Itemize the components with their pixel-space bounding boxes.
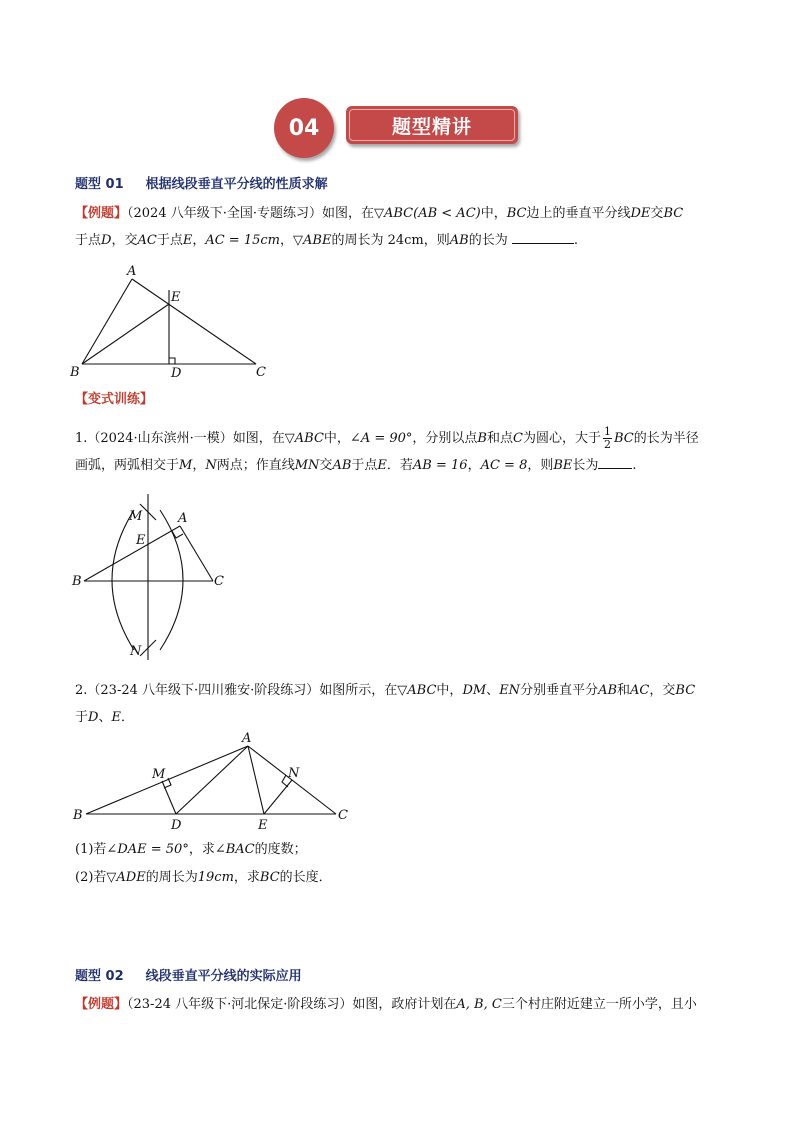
text: 交: [319, 458, 333, 473]
math: D: [88, 710, 99, 725]
math: AB: [449, 233, 469, 248]
text: ，: [467, 458, 481, 473]
math: ∠A = 90°: [349, 431, 413, 446]
example-2-text: [75, 991, 735, 1018]
math: 19cm: [197, 870, 234, 885]
banner-number-badge: 04: [274, 98, 334, 158]
label-c: C: [256, 365, 266, 380]
math: BC: [675, 683, 696, 698]
math: E: [377, 458, 387, 473]
text: 两点；作直线: [216, 458, 295, 473]
math: DE: [630, 206, 651, 221]
math: DM: [462, 683, 487, 698]
text: (1)若: [75, 842, 107, 857]
segment-ac: [132, 279, 256, 364]
text: 、: [98, 710, 112, 725]
segment-ab: [86, 746, 248, 814]
math: AC: [137, 233, 157, 248]
math: AB: [598, 683, 618, 698]
text: 的长度．: [279, 870, 332, 885]
math: ∠DAE = 50°: [106, 842, 189, 857]
math: N: [205, 458, 217, 473]
section-banner: [274, 98, 524, 160]
segment-ad: [176, 746, 248, 814]
math: E: [182, 233, 193, 248]
text: ．: [120, 710, 134, 725]
text: 分别垂直平分: [520, 683, 599, 698]
variant-tag: 【变式训练】: [75, 392, 154, 407]
text: ，: [192, 233, 206, 248]
math: D: [101, 233, 112, 248]
label-m: M: [129, 509, 143, 524]
label-e: E: [136, 533, 146, 548]
math: MN: [294, 458, 320, 473]
right-angle-mark: [172, 531, 183, 538]
text: 的周长为: [145, 870, 198, 885]
segment-en: [264, 780, 292, 814]
label-a: A: [178, 511, 188, 526]
text: ，交: [111, 233, 138, 248]
label-n: N: [130, 644, 142, 659]
question-2-text: [75, 677, 735, 731]
math: ▽ABC: [397, 683, 437, 698]
segment-ab: [82, 279, 132, 364]
math: A, B, C: [456, 997, 502, 1012]
section-1-title: 根据线段垂直平分线的性质求解: [145, 177, 328, 192]
text: ，: [280, 233, 294, 248]
math: M: [179, 458, 193, 473]
math: ▽ADE: [106, 870, 146, 885]
text: 的长为: [468, 233, 508, 248]
text: 于点: [351, 458, 378, 473]
example-tag: 【例题】: [75, 206, 128, 221]
text: 长为: [572, 458, 599, 473]
math: BC: [663, 206, 684, 221]
segment-be: [82, 304, 169, 364]
label-m: M: [152, 767, 166, 782]
text: 边上的垂直平分线: [526, 206, 631, 221]
math: AB: [332, 458, 352, 473]
figure-1: [70, 265, 270, 380]
label-n: N: [288, 766, 300, 781]
math: BC: [613, 431, 634, 446]
label-c: C: [338, 808, 348, 823]
text: 和点: [486, 431, 513, 446]
section-2-title: 线段垂直平分线的实际应用: [145, 969, 302, 984]
text: 画弧，两弧相交于: [75, 458, 180, 473]
label-d: D: [171, 818, 182, 833]
segment-ac: [180, 526, 213, 581]
text: (2)若: [75, 870, 107, 885]
question-number: 1.: [75, 431, 88, 446]
numerator: 1: [603, 425, 611, 438]
math: ∠BAC: [214, 842, 255, 857]
segment-ab: [84, 526, 180, 581]
text: 交: [650, 206, 664, 221]
text: （23-24 八年级下·河北保定·阶段练习）如图，政府计划在: [127, 997, 457, 1012]
question-2-parts: [75, 836, 735, 892]
text: 于点: [75, 233, 102, 248]
banner-title: 题型精讲: [346, 106, 518, 144]
math: AC = 15cm: [205, 233, 280, 248]
text: （2024 八年级下·全国·专题练习）如图，在: [127, 206, 374, 221]
section-1-heading: [75, 173, 328, 192]
text: 中，: [323, 431, 350, 446]
figure-3: [70, 730, 360, 833]
arc-left: [112, 510, 134, 650]
label-e: E: [171, 290, 181, 305]
math: BC: [506, 206, 527, 221]
answer-blank: [512, 229, 574, 244]
text: 和: [617, 683, 631, 698]
text: 的周长为 24cm，则: [331, 233, 450, 248]
math: ▽ABC: [284, 431, 324, 446]
text: ．若: [386, 458, 413, 473]
text: ，求: [188, 842, 215, 857]
question-number: 2.: [75, 683, 88, 698]
math: (AB < AC): [413, 206, 481, 221]
text: .: [632, 458, 637, 473]
example-1-text: [75, 200, 735, 254]
text: 的长为半径: [633, 431, 699, 446]
text: 于点: [156, 233, 183, 248]
variant-training-heading: [75, 386, 735, 413]
math: AB = 16: [412, 458, 468, 473]
text: ，则: [527, 458, 554, 473]
text: ，分别以点: [412, 431, 478, 446]
label-b: B: [72, 574, 82, 589]
label-a: A: [127, 264, 137, 279]
text: （23-24 八年级下·四川雅安·阶段练习）如图所示，在: [87, 683, 398, 698]
text: 、: [486, 683, 500, 698]
text: 三个村庄附近建立一所小学，且小: [501, 997, 697, 1012]
section-2-heading: [75, 965, 302, 984]
math: ▽ABC: [374, 206, 414, 221]
right-angle-mark: [169, 358, 175, 364]
answer-blank: [598, 454, 632, 469]
example-tag: 【例题】: [75, 997, 128, 1012]
math: BE: [553, 458, 573, 473]
text: 于: [75, 710, 89, 725]
label-b: B: [70, 365, 80, 380]
text: 中，: [480, 206, 507, 221]
text: ，交: [649, 683, 676, 698]
math: AC: [630, 683, 650, 698]
fraction-half: [603, 426, 612, 451]
math: C: [513, 431, 523, 446]
label-a: A: [242, 731, 252, 746]
math: ▽ABE: [293, 233, 332, 248]
text: .: [573, 233, 578, 248]
math: BC: [259, 870, 280, 885]
math: AC = 8: [480, 458, 528, 473]
figure-2: [70, 492, 240, 662]
label-c: C: [214, 574, 224, 589]
text: ，: [192, 458, 206, 473]
denominator: 2: [603, 438, 611, 451]
text: 的度数；: [254, 842, 307, 857]
text: 中，: [436, 683, 463, 698]
label-d: D: [171, 366, 182, 381]
math: B: [477, 431, 487, 446]
text: ，求: [233, 870, 260, 885]
section-1-number: 题型 01: [75, 177, 124, 192]
question-1-text: [75, 425, 735, 479]
section-2-number: 题型 02: [75, 969, 124, 984]
math: E: [111, 710, 121, 725]
text: 为圆心，大于: [522, 431, 601, 446]
math: EN: [499, 683, 521, 698]
label-e: E: [258, 818, 268, 833]
text: （2024·山东滨州·一模）如图，在: [87, 431, 285, 446]
label-b: B: [73, 808, 83, 823]
